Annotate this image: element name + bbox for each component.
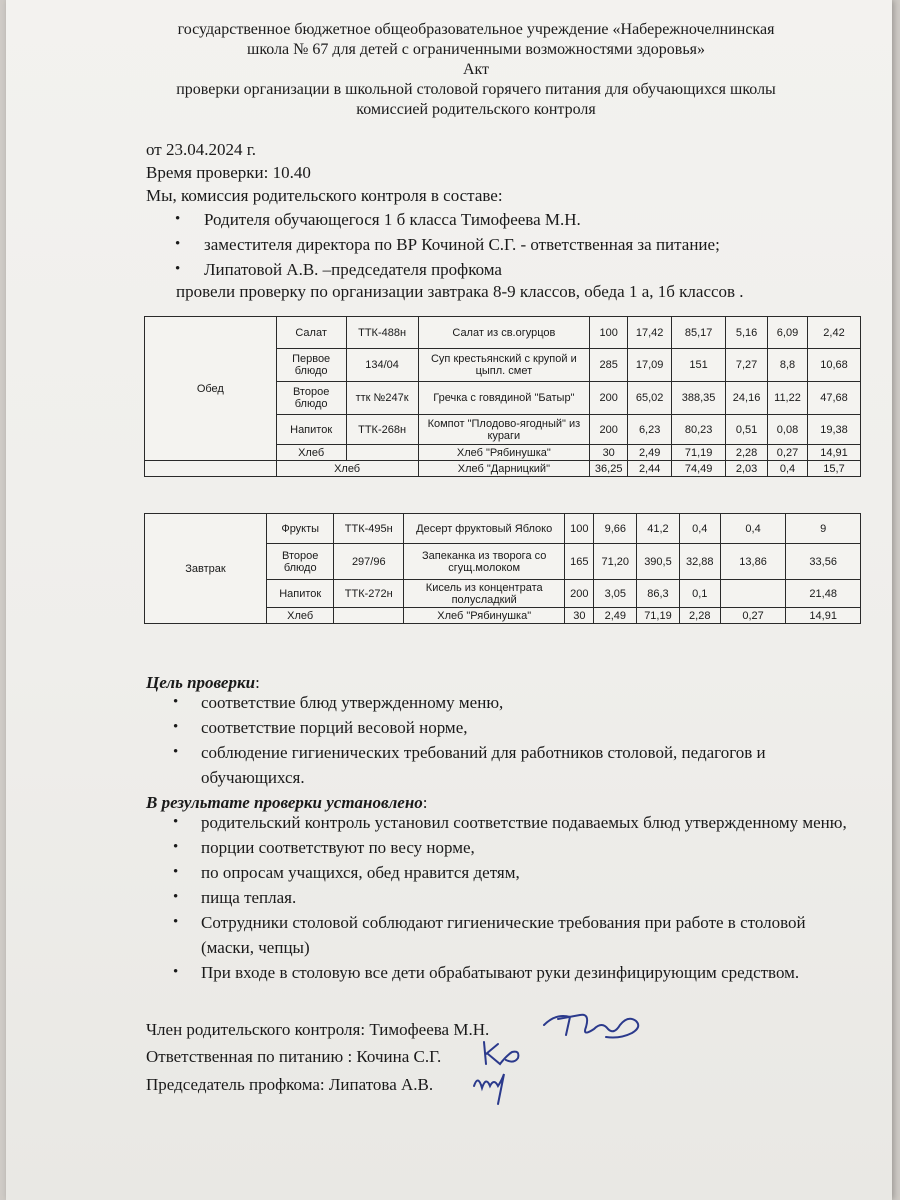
recipe-code xyxy=(346,445,418,461)
value-cell: 19,38 xyxy=(807,415,860,445)
value-cell: 390,5 xyxy=(637,544,680,580)
recipe-code: ТТК-488н xyxy=(346,317,418,349)
value-cell: 200 xyxy=(590,415,628,445)
value-cell: 33,56 xyxy=(786,544,861,580)
value-cell: 17,42 xyxy=(628,317,672,349)
inspection-summary: провели проверку по организации завтрака 8-9 классов, обеда 1 а, 1б классов . xyxy=(176,282,744,301)
header-line-institution: государственное бюджетное общеобразовательное учреждение «Набережночелнинская xyxy=(177,21,775,38)
goal-title: Цель проверки xyxy=(146,673,256,692)
recipe-code: ТТК-268н xyxy=(346,415,418,445)
value-cell: 165 xyxy=(565,544,594,580)
dish-name: Хлеб "Рябинушка" xyxy=(404,608,565,624)
dish-name: Запеканка из творога со сгущ.молоком xyxy=(404,544,565,580)
recipe-code: ттк №247к xyxy=(346,382,418,415)
value-cell: 14,91 xyxy=(786,608,861,624)
value-cell: 388,35 xyxy=(672,382,726,415)
handwritten-signature-1 xyxy=(536,1003,646,1043)
lunch-menu-table xyxy=(144,316,861,477)
value-cell: 6,09 xyxy=(768,317,808,349)
commission-intro: Мы, комиссия родительского контроля в составе: xyxy=(146,186,503,205)
value-cell: 2,42 xyxy=(807,317,860,349)
dish-category: Салат xyxy=(276,317,346,349)
value-cell: 7,27 xyxy=(726,349,768,382)
header-line-act: Акт xyxy=(462,61,490,78)
dish-category: Второе блюдо xyxy=(276,382,346,415)
dish-category: Хлеб xyxy=(276,461,418,477)
value-cell: 0,51 xyxy=(726,415,768,445)
value-cell: 9,66 xyxy=(594,514,637,544)
value-cell: 5,16 xyxy=(726,317,768,349)
value-cell: 41,2 xyxy=(637,514,680,544)
result-colon: : xyxy=(422,793,428,812)
value-cell: 65,02 xyxy=(628,382,672,415)
dish-category: Напиток xyxy=(267,580,334,608)
value-cell: 100 xyxy=(565,514,594,544)
goal-colon: : xyxy=(255,673,260,692)
value-cell: 2,28 xyxy=(679,608,720,624)
signature-line-union-chair: Председатель профкома: Липатова А.В. xyxy=(146,1075,434,1094)
value-cell: 21,48 xyxy=(786,580,861,608)
value-cell: 8,8 xyxy=(768,349,808,382)
value-cell: 200 xyxy=(590,382,628,415)
table-row xyxy=(145,514,861,544)
value-cell: 2,44 xyxy=(628,461,672,477)
value-cell: 2,28 xyxy=(726,445,768,461)
table-row xyxy=(145,317,861,349)
empty-cell xyxy=(145,461,277,477)
dish-name: Салат из св.огурцов xyxy=(418,317,590,349)
dish-name: Суп крестьянский с крупой и цыпл. смет xyxy=(418,349,590,382)
dish-category: Хлеб xyxy=(276,445,346,461)
list-item: • по опросам учащихся, обед нравится детям, xyxy=(171,860,861,885)
header-line-subject: проверки организации в школьной столовой горячего питания для обучающихся школы xyxy=(176,81,776,98)
breakfast-menu-table xyxy=(144,513,861,624)
value-cell: 71,20 xyxy=(594,544,637,580)
value-cell: 2,03 xyxy=(726,461,768,477)
value-cell: 9 xyxy=(786,514,861,544)
list-item: • Сотрудники столовой соблюдают гигиенические требования при работе в столовой (маски, чепцы) xyxy=(171,910,861,960)
dish-category: Хлеб xyxy=(267,608,334,624)
value-cell: 6,23 xyxy=(628,415,672,445)
dish-name: Кисель из концентрата полусладкий xyxy=(404,580,565,608)
list-item: • пища теплая. xyxy=(171,885,861,910)
dish-name: Хлеб "Рябинушка" xyxy=(418,445,590,461)
document-page xyxy=(6,0,892,1200)
value-cell: 71,19 xyxy=(672,445,726,461)
goal-list xyxy=(171,690,861,790)
recipe-code xyxy=(334,608,404,624)
value-cell: 14,91 xyxy=(807,445,860,461)
value-cell: 2,49 xyxy=(594,608,637,624)
result-list xyxy=(171,810,861,985)
value-cell: 200 xyxy=(565,580,594,608)
dish-category: Фрукты xyxy=(267,514,334,544)
dish-name: Десерт фруктовый Яблоко xyxy=(404,514,565,544)
list-item: • соблюдение гигиенических требований для работников столовой, педагогов и обучающихся. xyxy=(171,740,861,790)
handwritten-signature-3 xyxy=(468,1064,514,1108)
value-cell: 30 xyxy=(565,608,594,624)
act-meta xyxy=(146,138,503,207)
value-cell xyxy=(720,580,786,608)
dish-name: Гречка с говядиной "Батыр" xyxy=(418,382,590,415)
table-row xyxy=(145,461,861,477)
value-cell: 11,22 xyxy=(768,382,808,415)
value-cell: 86,3 xyxy=(637,580,680,608)
value-cell: 0,1 xyxy=(679,580,720,608)
member-item: • Липатовой А.В. –председателя профкома xyxy=(171,257,720,282)
value-cell: 24,16 xyxy=(726,382,768,415)
header-line-school: школа № 67 для детей с ограниченными возможностями здоровья» xyxy=(247,41,705,58)
recipe-code: 297/96 xyxy=(334,544,404,580)
signature-line-member: Член родительского контроля: Тимофеева М.Н. xyxy=(146,1020,490,1039)
document-header xyxy=(126,20,826,120)
list-item: • родительский контроль установил соответствие подаваемых блюд утвержденному меню, xyxy=(171,810,861,835)
value-cell: 15,7 xyxy=(807,461,860,477)
value-cell: 36,25 xyxy=(590,461,628,477)
dish-category: Второе блюдо xyxy=(267,544,334,580)
header-line-commission: комиссией родительского контроля xyxy=(356,101,596,118)
value-cell: 0,08 xyxy=(768,415,808,445)
signature-line-responsible: Ответственная по питанию : Кочина С.Г. xyxy=(146,1047,442,1066)
value-cell: 80,23 xyxy=(672,415,726,445)
value-cell: 85,17 xyxy=(672,317,726,349)
value-cell: 74,49 xyxy=(672,461,726,477)
list-item: • соответствие блюд утвержденному меню, xyxy=(171,690,861,715)
recipe-code: 134/04 xyxy=(346,349,418,382)
value-cell: 0,27 xyxy=(720,608,786,624)
value-cell: 10,68 xyxy=(807,349,860,382)
act-time: Время проверки: 10.40 xyxy=(146,163,311,182)
value-cell: 13,86 xyxy=(720,544,786,580)
list-item: • При входе в столовую все дети обрабатывают руки дезинфицирующим средством. xyxy=(171,960,861,985)
value-cell: 0,4 xyxy=(679,514,720,544)
result-title: В результате проверки установлено xyxy=(146,793,423,812)
member-item: • заместителя директора по ВР Кочиной С.Г. - ответственная за питание; xyxy=(171,232,720,257)
meal-label: Завтрак xyxy=(145,514,267,624)
dish-category: Напиток xyxy=(276,415,346,445)
value-cell: 30 xyxy=(590,445,628,461)
recipe-code: ТТК-495н xyxy=(334,514,404,544)
meal-label: Обед xyxy=(145,317,277,461)
value-cell: 151 xyxy=(672,349,726,382)
value-cell: 100 xyxy=(590,317,628,349)
value-cell: 2,49 xyxy=(628,445,672,461)
dish-name: Компот "Плодово-ягодный" из кураги xyxy=(418,415,590,445)
value-cell: 32,88 xyxy=(679,544,720,580)
dish-category: Первое блюдо xyxy=(276,349,346,382)
member-item: • Родителя обучающегося 1 б класса Тимофеева М.Н. xyxy=(171,207,720,232)
value-cell: 3,05 xyxy=(594,580,637,608)
value-cell: 285 xyxy=(590,349,628,382)
value-cell: 47,68 xyxy=(807,382,860,415)
dish-name: Хлеб "Дарницкий" xyxy=(418,461,590,477)
value-cell: 0,27 xyxy=(768,445,808,461)
value-cell: 17,09 xyxy=(628,349,672,382)
value-cell: 0,4 xyxy=(768,461,808,477)
value-cell: 71,19 xyxy=(637,608,680,624)
value-cell: 0,4 xyxy=(720,514,786,544)
list-item: • соответствие порций весовой норме, xyxy=(171,715,861,740)
act-date: от 23.04.2024 г. xyxy=(146,140,257,159)
recipe-code: ТТК-272н xyxy=(334,580,404,608)
commission-members xyxy=(171,207,720,282)
list-item: • порции соответствуют по весу норме, xyxy=(171,835,861,860)
